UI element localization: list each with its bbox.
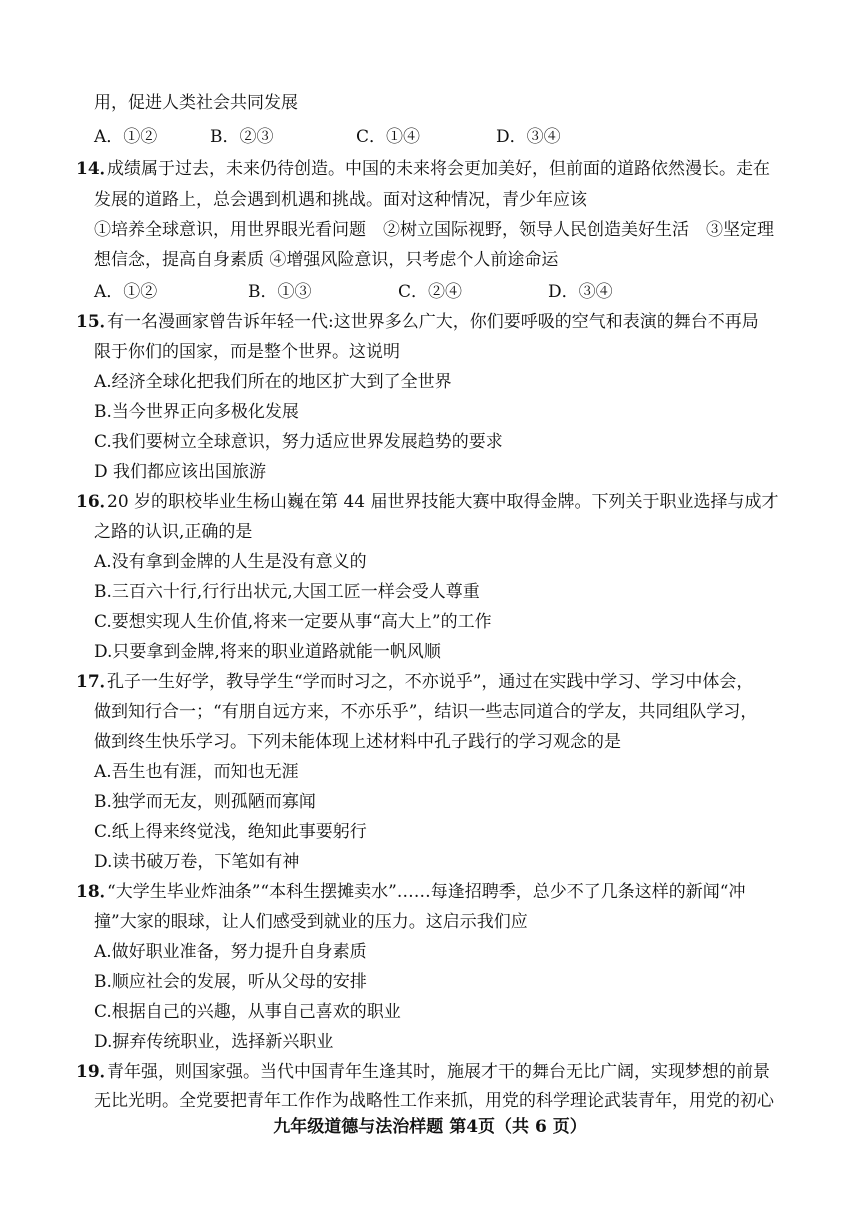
q16-option-b: B.三百六十行,行行出状元,大国工匠一样会受人尊重 <box>94 582 480 602</box>
q18-stem-text-1: “大学生毕业炸油条”“本科生摆摊卖水”……每逢招聘季，总少不了几条这样的新闻“冲 <box>107 882 746 902</box>
q15-stem-text-1: 有一名漫画家曾告诉年轻一代:这世界多么广大，你们要呼吸的空气和表演的舞台不再局 <box>107 312 759 332</box>
q18-option-c: C.根据自己的兴趣，从事自己喜欢的职业 <box>94 1002 401 1022</box>
q18-option-d: D.摒弃传统职业，选择新兴职业 <box>94 1032 334 1052</box>
q14-stem-text-2: 发展的道路上，总会遇到机遇和挑战。面对这种情况，青少年应该 <box>94 190 587 210</box>
q14-stem-text-1: 成绩属于过去，未来仍待创造。中国的未来将会更加美好，但前面的道路依然漫长。走在 <box>107 159 770 179</box>
q18-number: 18． <box>76 882 117 902</box>
q15-number: 15． <box>76 312 117 332</box>
q14-option-d: D．③④ <box>548 282 613 302</box>
q17-stem-text-1: 孔子一生好学，教导学生“学而时习之，不亦说乎”，通过在实践中学习、学习中体会， <box>107 672 754 692</box>
q17-option-a: A.吾生也有涯，而知也无涯 <box>94 762 299 782</box>
q16-stem-text-1: 20 岁的职校毕业生杨山巍在第 44 届世界技能大赛中取得金牌。下列关于职业选择与成才 <box>107 492 779 512</box>
q15-stem-text-2: 限于你们的国家，而是整个世界。这说明 <box>94 342 400 362</box>
q14-items-text-1: ①培养全球意识，用世界眼光看问题 ②树立国际视野，领导人民创造美好生活 ③坚定理 <box>94 220 774 240</box>
q16-option-c: C.要想实现人生价值,将来一定要从事“高大上”的工作 <box>94 612 492 632</box>
q17-number: 17． <box>76 672 117 692</box>
q16-number: 16． <box>76 492 117 512</box>
q15-option-a: A.经济全球化把我们所在的地区扩大到了全世界 <box>94 372 452 392</box>
q15-option-c: C.我们要树立全球意识，努力适应世界发展趋势的要求 <box>94 432 503 452</box>
q18-stem-text-2: 撞”大家的眼球，让人们感受到就业的压力。这启示我们应 <box>94 912 528 932</box>
q19-stem-text-1: 青年强，则国家强。当代中国青年生逢其时，施展才干的舞台无比广阔，实现梦想的前景 <box>107 1062 770 1082</box>
q13-stem-text: 用，促进人类社会共同发展 <box>94 93 298 113</box>
q17-stem-text-2: 做到知行合一；“有朋自远方来，不亦乐乎”，结识一些志同道合的学友，共同组队学习， <box>94 702 758 722</box>
q16-option-d: D.只要拿到金牌,将来的职业道路就能一帆风顺 <box>94 642 441 662</box>
q13-option-a: A．①② <box>94 127 158 147</box>
q14-number: 14． <box>76 159 117 179</box>
q14-option-b: B．①③ <box>248 282 312 302</box>
q14-items-text-2: 想信念，提高自身素质 ④增强风险意识，只考虑个人前途命运 <box>94 250 559 270</box>
q19-number: 19． <box>76 1062 117 1082</box>
q13-option-d: D．③④ <box>496 127 561 147</box>
q14-option-a: A．①② <box>94 282 158 302</box>
page-footer: 九年级道德与法治样题 第4页（共 6 页） <box>273 1117 587 1137</box>
q13-option-c: C．①④ <box>356 127 421 147</box>
q14-option-c: C．②④ <box>398 282 463 302</box>
q16-stem-text-2: 之路的认识,正确的是 <box>94 522 253 542</box>
q13-option-b: B．②③ <box>210 127 274 147</box>
q17-option-b: B.独学而无友，则孤陋而寡闻 <box>94 792 316 812</box>
q18-option-a: A.做好职业准备，努力提升自身素质 <box>94 942 367 962</box>
q17-option-d: D.读书破万卷，下笔如有神 <box>94 852 300 872</box>
q19-stem-text-2: 无比光明。全党要把青年工作作为战略性工作来抓，用党的科学理论武装青年，用党的初心 <box>94 1091 774 1111</box>
q17-option-c: C.纸上得来终觉浅，绝知此事要躬行 <box>94 822 367 842</box>
q15-option-b: B.当今世界正向多极化发展 <box>94 402 299 422</box>
q18-option-b: B.顺应社会的发展，听从父母的安排 <box>94 972 367 992</box>
q15-option-d: D 我们都应该出国旅游 <box>94 462 267 482</box>
q16-option-a: A.没有拿到金牌的人生是没有意义的 <box>94 552 367 572</box>
q17-stem-text-3: 做到终生快乐学习。下列未能体现上述材料中孔子践行的学习观念的是 <box>94 732 621 752</box>
